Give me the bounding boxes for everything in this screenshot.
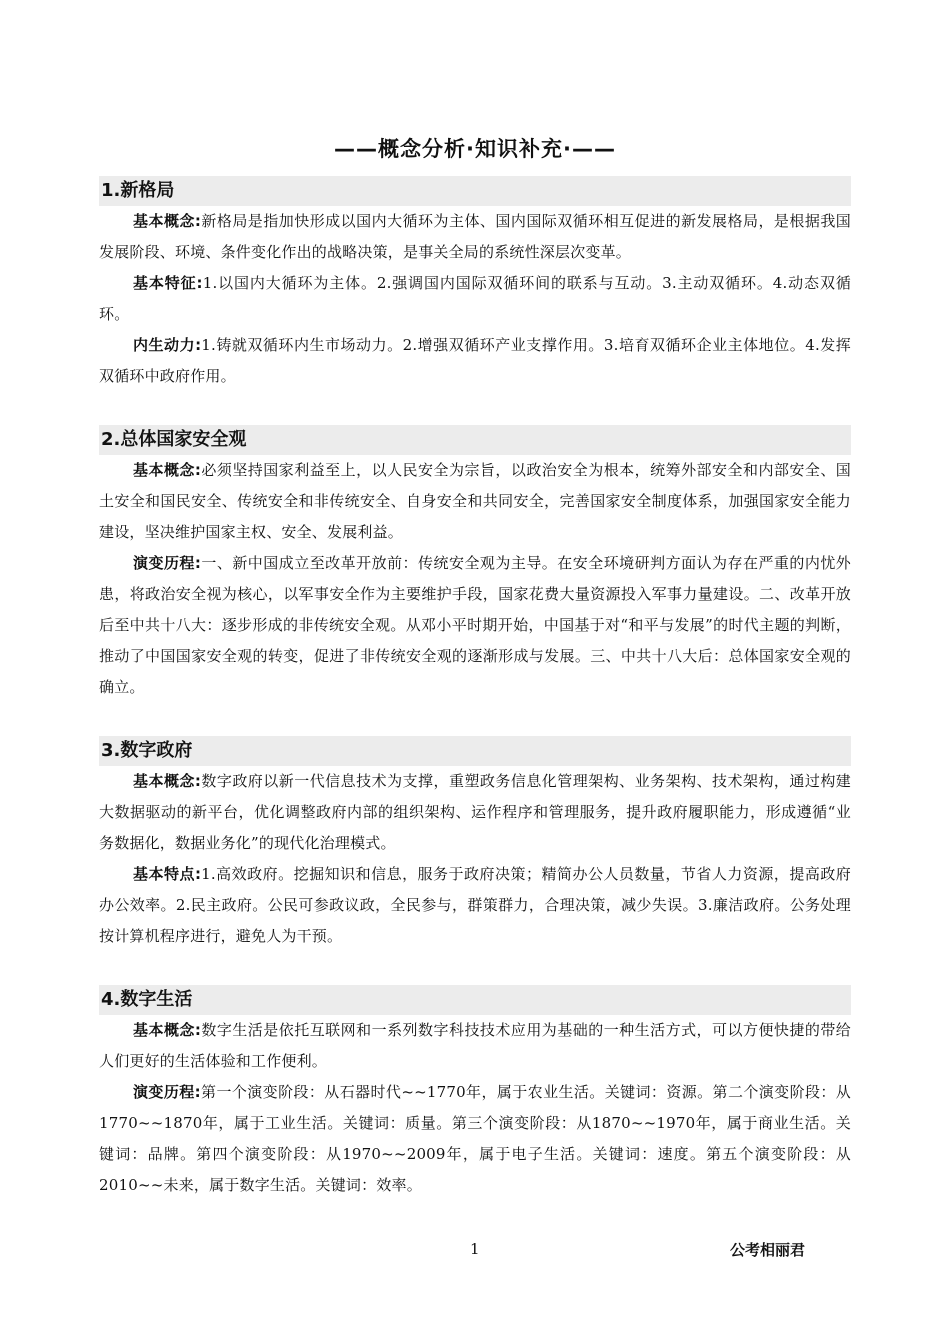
paragraph	[99, 766, 851, 859]
paragraph	[99, 455, 851, 548]
paragraph-label: 基本特点:	[133, 865, 202, 883]
paragraph-label: 基本概念:	[133, 461, 202, 479]
paragraph-label: 基本概念:	[133, 212, 202, 230]
section-heading: 1.新格局	[99, 176, 851, 206]
paragraph	[99, 859, 851, 952]
paragraph-text: 1.高效政府。挖掘知识和信息，服务于政府决策；精简办公人员数量，节省人力资源，提高政府办公效率。2.民主政府。公民可参政议政，全民参与，群策群力，合理决策，减少失误。3.廉洁政府。公务处理按计算机程序进行，避免人为干预。	[99, 865, 852, 945]
paragraph-text: 第一个演变阶段：从石器时代~~1770年，属于农业生活。关键词：资源。第二个演变阶段：从1770~~1870年，属于工业生活。关键词：质量。第三个演变阶段：从1870~~1970年，属于商业生活。关键词：品牌。第四个演变阶段：从1970~~2009年，属于电子生活。关键词：速度。第五个演变阶段：从2010~~未来，属于数字生活。关键词：效率。	[99, 1083, 851, 1194]
paragraph-label: 演变历程:	[133, 1083, 201, 1101]
section-heading: 3.数字政府	[99, 736, 851, 766]
paragraph-text: 新格局是指加快形成以国内大循环为主体、国内国际双循环相互促进的新发展格局，是根据我国发展阶段、环境、条件变化作出的战略决策，是事关全局的系统性深层次变革。	[99, 212, 852, 261]
footer-brand: 公考相丽君	[730, 1241, 806, 1259]
paragraph-label: 演变历程:	[133, 554, 202, 572]
paragraph	[99, 1077, 851, 1201]
paragraph	[99, 548, 851, 703]
section-new-pattern	[99, 176, 851, 392]
paragraph-text: 1.以国内大循环为主体。2.强调国内国际双循环间的联系与互动。3.主动双循环。4.动态双循环。	[99, 274, 852, 323]
paragraph-text: 必须坚持国家利益至上，以人民安全为宗旨，以政治安全为根本，统筹外部安全和内部安全、国土安全和国民安全、传统安全和非传统安全、自身安全和共同安全，完善国家安全制度体系，加强国家安全能力建设，坚决维护国家主权、安全、发展利益。	[99, 461, 852, 541]
paragraph-text: 1.铸就双循环内生市场动力。2.增强双循环产业支撑作用。3.培育双循环企业主体地位。4.发挥双循环中政府作用。	[99, 336, 852, 385]
paragraph-text: 数字政府以新一代信息技术为支撑，重塑政务信息化管理架构、业务架构、技术架构，通过构建大数据驱动的新平台，优化调整政府内部的组织架构、运作程序和管理服务，提升政府履职能力，形成遵循“业务数据化，数据业务化”的现代化治理模式。	[99, 772, 852, 852]
paragraph-label: 内生动力:	[133, 336, 202, 354]
paragraph-text: 一、新中国成立至改革开放前：传统安全观为主导。在安全环境研判方面认为存在严重的内忧外患，将政治安全视为核心，以军事安全作为主要维护手段，国家花费大量资源投入军事力量建设。二、改革开放后至中共十八大：逐步形成的非传统安全观。从邓小平时期开始，中国基于对“和平与发展”的时代主题的判断，推动了中国国家安全观的转变，促进了非传统安全观的逐渐形成与发展。三、中共十八大后：总体国家安全观的确立。	[99, 554, 852, 696]
paragraph-label: 基本特征:	[133, 274, 203, 292]
paragraph-label: 基本概念:	[133, 772, 202, 790]
section-heading: 4.数字生活	[99, 985, 851, 1015]
paragraph	[99, 268, 851, 330]
paragraph-label: 基本概念:	[133, 1021, 202, 1039]
section-digital-life	[99, 985, 851, 1201]
paragraph-text: 数字生活是依托互联网和一系列数字科技技术应用为基础的一种生活方式，可以方便快捷的带给人们更好的生活体验和工作便利。	[99, 1021, 852, 1070]
page-title: ——概念分析·知识补充·——	[334, 137, 616, 161]
section-heading: 2.总体国家安全观	[99, 425, 851, 455]
paragraph	[99, 1015, 851, 1077]
section-digital-government	[99, 736, 851, 952]
section-national-security	[99, 425, 851, 703]
paragraph	[99, 330, 851, 392]
paragraph	[99, 206, 851, 268]
page-number: 1	[470, 1240, 480, 1258]
